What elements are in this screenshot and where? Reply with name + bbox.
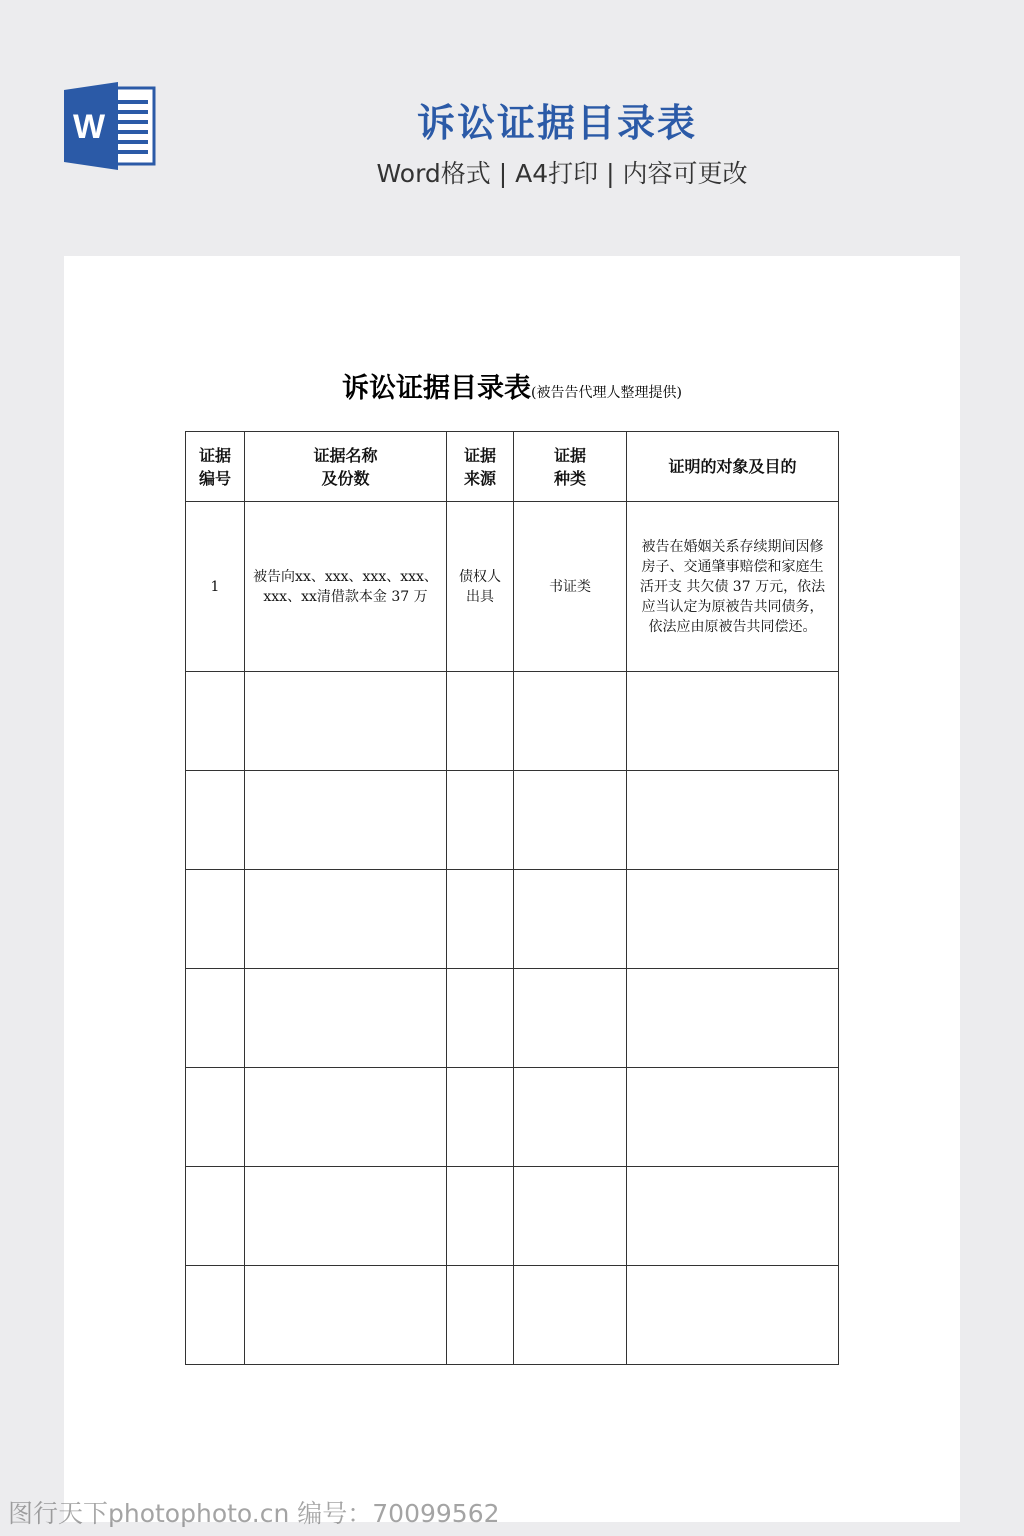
- watermark: 图行天下photophoto.cn 编号：70099562: [8, 1499, 500, 1528]
- cell-source: [447, 969, 514, 1068]
- cell-number: [186, 771, 245, 870]
- cell-purpose: [627, 1266, 839, 1365]
- header-evidence-type: [514, 432, 627, 502]
- header-line: 证据名称: [313, 445, 378, 465]
- cell-type: [514, 969, 627, 1068]
- cell-number: [186, 672, 245, 771]
- cell-number: 1: [186, 502, 245, 672]
- table-row: [186, 1068, 839, 1167]
- header-line: 种类: [553, 468, 586, 488]
- cell-number: [186, 969, 245, 1068]
- cell-name: 被告向xx、xxx、xxx、xxx、xxx、xx清借款本金 37 万: [245, 502, 447, 672]
- cell-type: [514, 870, 627, 969]
- cell-source: [447, 771, 514, 870]
- table-row: [186, 672, 839, 771]
- cell-source: 债权人出具: [447, 502, 514, 672]
- cell-type: 书证类: [514, 502, 627, 672]
- header-evidence-name: [245, 432, 447, 502]
- cell-type: [514, 1068, 627, 1167]
- cell-number: [186, 1068, 245, 1167]
- header-evidence-number: [186, 432, 245, 502]
- document-title-note: (被告告代理人整理提供): [531, 385, 682, 401]
- cell-type: [514, 1167, 627, 1266]
- cell-purpose: [627, 1068, 839, 1167]
- table-row: [186, 1167, 839, 1266]
- cell-source: [447, 1266, 514, 1365]
- header-line: 及份数: [321, 468, 370, 488]
- cell-source: [447, 870, 514, 969]
- evidence-table: [185, 431, 839, 1365]
- cell-source: [447, 672, 514, 771]
- header-line: 证据: [198, 445, 231, 465]
- header-line: 编号: [198, 468, 231, 488]
- cell-source: [447, 1167, 514, 1266]
- table-row: [186, 771, 839, 870]
- header-evidence-source: [447, 432, 514, 502]
- cell-purpose: [627, 771, 839, 870]
- cell-name: [245, 1068, 447, 1167]
- cell-purpose: 被告在婚姻关系存续期间因修房子、交通肇事赔偿和家庭生活开支 共欠债 37 万元，依法应当认定为原被告共同债务，依法应由原被告共同偿还。: [627, 502, 839, 672]
- header-line: 证据: [463, 445, 496, 465]
- cell-purpose: [627, 870, 839, 969]
- header-line: 证据: [553, 445, 586, 465]
- table-row: [186, 1266, 839, 1365]
- cell-number: [186, 870, 245, 969]
- table-header-row: [186, 432, 839, 502]
- document-page: [64, 256, 960, 1522]
- cell-source: [447, 1068, 514, 1167]
- banner: [0, 0, 1024, 250]
- cell-type: [514, 1266, 627, 1365]
- cell-type: [514, 771, 627, 870]
- table-row: [186, 870, 839, 969]
- cell-number: [186, 1266, 245, 1365]
- cell-purpose: [627, 1167, 839, 1266]
- table-row: [186, 969, 839, 1068]
- cell-name: [245, 1266, 447, 1365]
- cell-purpose: [627, 969, 839, 1068]
- header-line: 来源: [463, 468, 496, 488]
- header-evidence-purpose: [627, 432, 839, 502]
- cell-name: [245, 1167, 447, 1266]
- cell-name: [245, 870, 447, 969]
- cell-name: [245, 969, 447, 1068]
- document-title: [64, 366, 960, 405]
- table-row: [186, 502, 839, 672]
- cell-number: [186, 1167, 245, 1266]
- banner-subtitle: Word格式 | A4打印 | 内容可更改: [376, 159, 748, 188]
- svg-text:W: W: [72, 108, 106, 146]
- cell-purpose: [627, 672, 839, 771]
- cell-type: [514, 672, 627, 771]
- cell-name: [245, 672, 447, 771]
- cell-name: [245, 771, 447, 870]
- header-line: 证明的对象及目的: [668, 457, 797, 476]
- document-title-main: 诉讼证据目录表: [342, 373, 532, 404]
- banner-title: 诉讼证据目录表: [416, 101, 697, 145]
